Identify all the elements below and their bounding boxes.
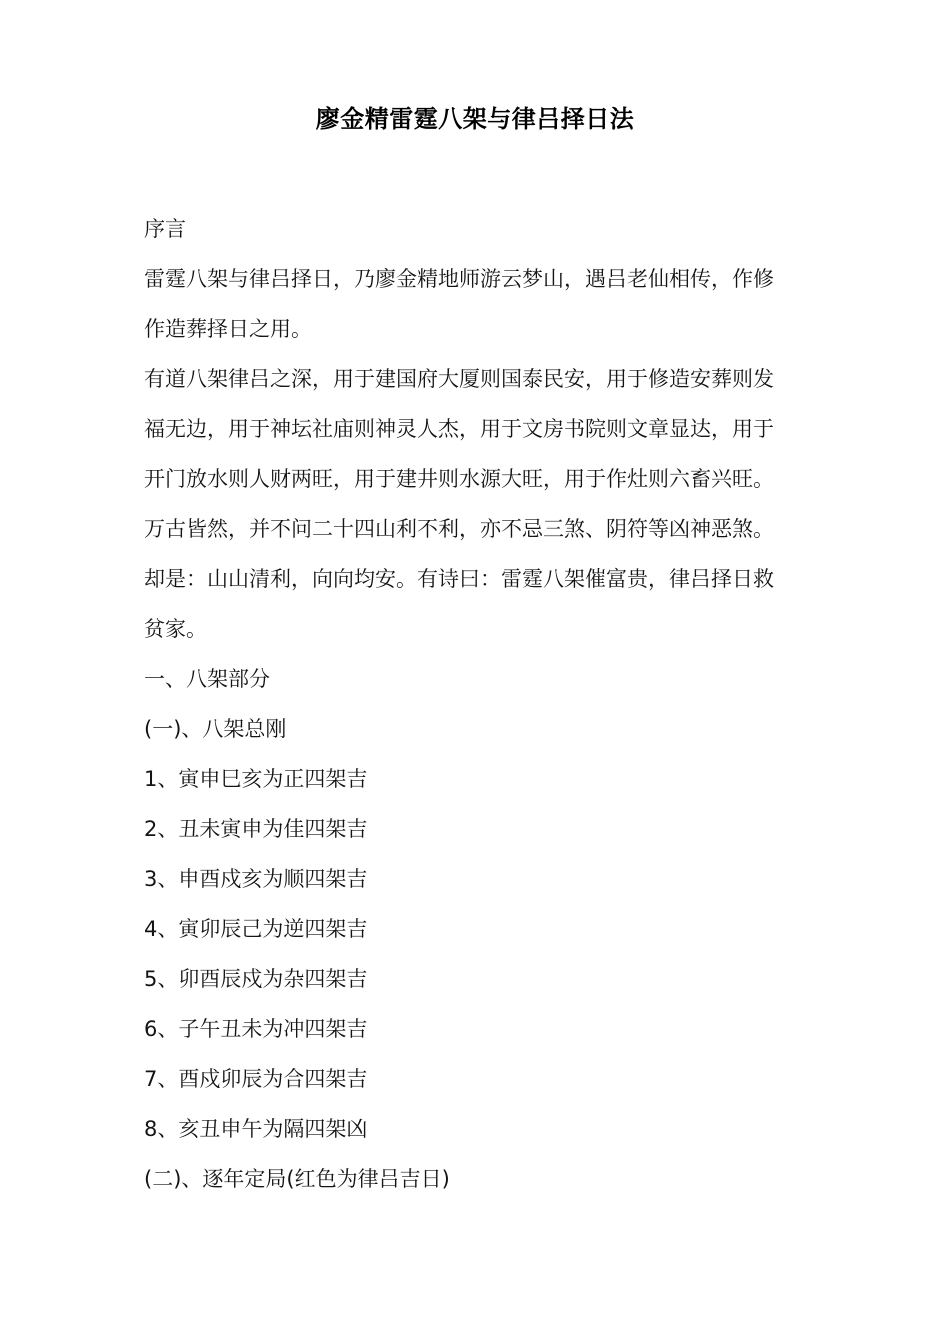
paragraph-line: 福无边，用于神坛社庙则神灵人杰，用于文房书院则文章显达，用于 <box>144 417 774 441</box>
section-heading: 一、八架部分 <box>144 667 270 691</box>
list-item: 1、寅申巳亥为正四架吉 <box>144 767 368 791</box>
paragraph-line: 开门放水则人财两旺，用于建井则水源大旺，用于作灶则六畜兴旺。 <box>144 467 774 491</box>
paragraph-line: 雷霆八架与律吕择日，乃廖金精地师游云梦山，遇吕老仙相传，作修 <box>144 267 774 291</box>
list-item: 8、亥丑申午为隔四架凶 <box>144 1117 368 1141</box>
list-item: 4、寅卯辰己为逆四架吉 <box>144 917 368 941</box>
paragraph-line: 贫家。 <box>144 617 207 641</box>
list-item: 7、酉戍卯辰为合四架吉 <box>144 1067 368 1091</box>
list-item: 6、子午丑未为冲四架吉 <box>144 1017 368 1041</box>
document-body <box>144 204 824 1204</box>
paragraph-line: 作造葬择日之用。 <box>144 317 312 341</box>
paragraph-line: 万古皆然，并不问二十四山利不利，亦不忌三煞、阴符等凶神恶煞。 <box>144 517 774 541</box>
list-item: 3、申酉戍亥为顺四架吉 <box>144 867 368 891</box>
section-heading-preface: 序言 <box>144 217 186 241</box>
paragraph-line: 却是：山山清利，向向均安。有诗曰：雷霆八架催富贵，律吕择日救 <box>144 567 774 591</box>
subsection-heading: (一)、八架总刚 <box>144 717 287 741</box>
document-title: 廖金精雷霆八架与律吕择日法 <box>315 105 635 133</box>
list-item: 2、丑未寅申为佳四架吉 <box>144 817 368 841</box>
paragraph-line: 有道八架律吕之深，用于建国府大厦则国泰民安，用于修造安葬则发 <box>144 367 774 391</box>
subsection-heading: (二)、逐年定局(红色为律吕吉日) <box>144 1167 450 1191</box>
list-item: 5、卯酉辰戍为杂四架吉 <box>144 967 368 991</box>
